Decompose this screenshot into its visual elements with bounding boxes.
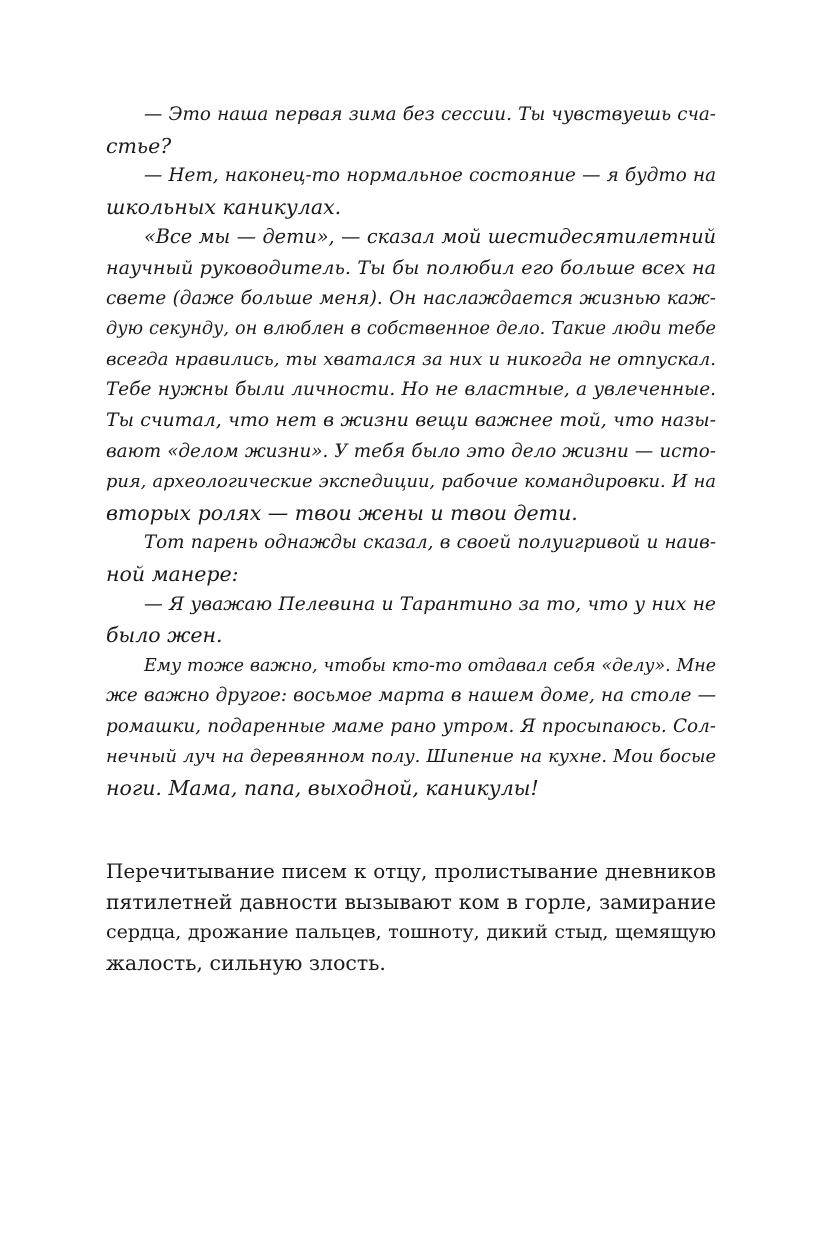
text-line: свете (даже больше меня). Он наслаждается жизнью каж- — [106, 287, 716, 309]
text-line: Тебе нужны были личности. Но не властные, а увлеченные. — [106, 379, 716, 401]
text-line: — Это наша первая зима без сессии. Ты чувствуешь сча- — [144, 104, 716, 125]
text-line: вают «делом жизни». У тебя было это дело жизни — исто- — [106, 440, 716, 462]
text-line: Ему тоже важно, чтобы кто-то отдавал себя «делу». Мне — [144, 655, 716, 676]
text-line: сердца, дрожание пальцев, тошноту, дикий стыд, щемящую — [106, 921, 716, 944]
text-line: пятилетней давности вызывают ком в горле, замирание — [106, 889, 716, 914]
text-line: научный руководитель. Ты бы полюбил его больше всех на — [106, 256, 716, 279]
text-line: же важно другое: восьмое марта в нашем доме, на столе — — [106, 685, 716, 707]
text-line: рия, археологические экспедиции, рабочие командировки. И на — [106, 471, 716, 493]
narrative-paragraph — [106, 856, 716, 978]
text-line: ноги. Мама, папа, выходной, каникулы! — [106, 776, 539, 801]
text-line: нечный луч на деревянном полу. Шипение на кухне. Мои босые — [106, 746, 716, 768]
text-line: дую секунду, он влюблен в собственное дело. Такие люди тебе — [106, 319, 716, 340]
text-line: — Нет, наконец-то нормальное состояние — я будто на — [144, 165, 716, 187]
text-line: — Я уважаю Пелевина и Тарантино за то, что у них не — [144, 593, 716, 615]
text-line: Ты считал, что нет в жизни вещи важнее той, что назы- — [106, 409, 716, 431]
text-line: школьных каникулах. — [106, 194, 342, 219]
text-line: Перечитывание писем к отцу, пролистывание дневников — [106, 859, 716, 883]
text-line: всегда нравились, ты хватался за них и никогда не отпускал. — [106, 348, 716, 370]
text-line: «Все мы — дети», — сказал мой шестидесятилетний — [144, 225, 716, 249]
text-line: было жен. — [106, 623, 223, 648]
text-line: жалость, сильную злость. — [106, 950, 386, 975]
text-line: Тот парень однажды сказал, в своей полуигривой и наив- — [144, 532, 716, 554]
text-line: вторых ролях — твои жены и твои дети. — [106, 500, 578, 525]
text-line: ромашки, подаренные маме рано утром. Я просыпаюсь. Сол- — [106, 715, 716, 737]
italic-dialogue-section — [106, 100, 716, 804]
text-line: стье? — [106, 133, 172, 158]
text-line: ной манере: — [106, 561, 239, 586]
